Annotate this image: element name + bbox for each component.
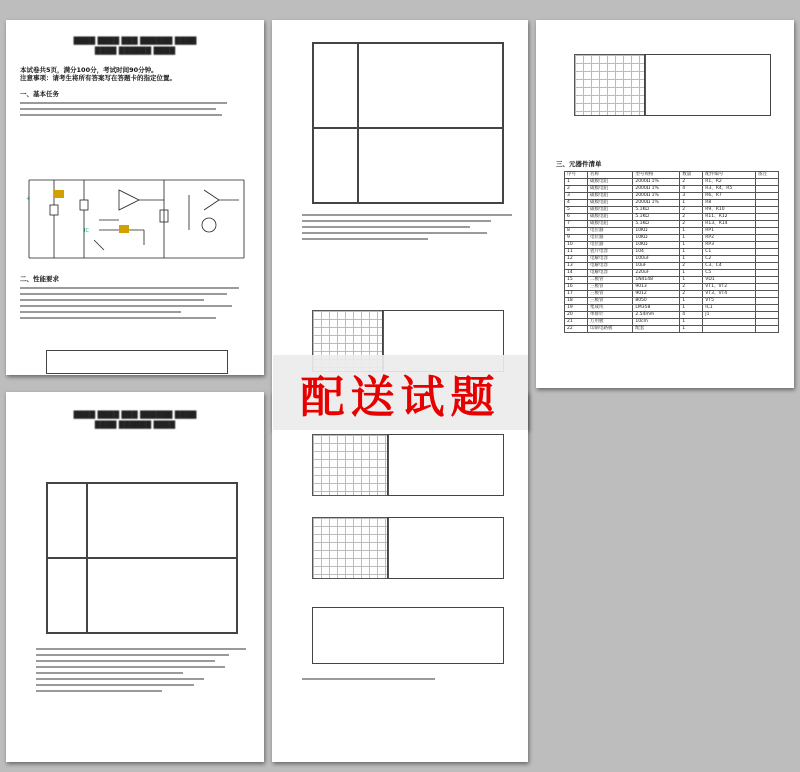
parts-cell: 碳膜电阻 [588,221,633,228]
parts-cell: 三极管 [588,298,633,305]
instructions-line-2: 注意事项：请考生将所有答案写在答题卡的指定位置。 [20,74,176,82]
parts-cell: 10KΩ [633,228,680,235]
parts-cell: 5.1KΩ [633,221,680,228]
parts-cell: 电位器 [588,228,633,235]
parts-cell: 2 [680,291,703,298]
parts-cell [755,214,778,221]
parts-cell: 1 [680,298,703,305]
parts-cell [755,200,778,207]
parts-cell [755,207,778,214]
parts-row [565,228,779,235]
parts-cell: 104 [633,249,680,256]
svg-text:IC: IC [84,228,89,234]
parts-cell: 三极管 [588,291,633,298]
parts-cell: J1 [703,312,756,319]
parts-cell: 碳膜电阻 [588,186,633,193]
parts-cell: R1、R2 [703,179,756,186]
parts-cell: 17 [565,291,588,298]
parts-cell [703,326,756,333]
parts-cell: R6、R7 [703,193,756,200]
parts-cell: 1 [680,256,703,263]
parts-cell: 8050 [633,298,680,305]
parts-cell: R11、R12 [703,214,756,221]
parts-cell: 2 [680,284,703,291]
parts-cell: 碳膜电阻 [588,179,633,186]
parts-cell: VT1、VT2 [703,284,756,291]
parts-cell [755,256,778,263]
parts-list-table [564,171,779,333]
parts-row [565,214,779,221]
parts-cell: 22 [565,326,588,333]
parts-cell: 3 [565,193,588,200]
parts-cell: 220uF [633,270,680,277]
parts-cell: 集成块 [588,305,633,312]
parts-cell: 2000Ω 1% [633,200,680,207]
parts-cell: 7 [565,221,588,228]
parts-row [565,249,779,256]
parts-cell: 2 [680,214,703,221]
section-heading-task: 一、基本任务 [20,90,59,98]
parts-cell: 1 [680,277,703,284]
parts-row [565,326,779,333]
oscilloscope-grid-3 [312,434,389,496]
parts-cell: C1 [703,249,756,256]
parts-row [565,207,779,214]
parts-cell: 1 [680,270,703,277]
parts-cell [755,221,778,228]
parts-cell: 5.1KΩ [633,214,680,221]
parts-cell: 2 [680,207,703,214]
parts-row [565,186,779,193]
parts-cell: 1 [565,179,588,186]
parts-cell: 5 [565,207,588,214]
parts-row [565,270,779,277]
parts-cell: C5 [703,270,756,277]
parts-row [565,242,779,249]
function-table [312,42,504,204]
parts-cell: 12 [565,256,588,263]
parts-row [565,305,779,312]
parts-cell: 16 [565,284,588,291]
parts-row [565,235,779,242]
parts-cell: LM358 [633,305,680,312]
parts-cell: 21 [565,319,588,326]
parts-cell [755,312,778,319]
parts-header-cell: 配件编号 [703,172,756,179]
parts-row [565,179,779,186]
parts-cell [755,242,778,249]
parts-cell [755,193,778,200]
parts-cell: 3 [680,193,703,200]
parts-cell: 2 [680,179,703,186]
parts-cell: VD1 [703,277,756,284]
parts-row [565,221,779,228]
svg-text:+: + [26,196,31,202]
document-page-3 [536,20,794,388]
parts-cell: 1 [680,200,703,207]
parts-cell: 10KΩ [633,242,680,249]
parts-cell: 15 [565,277,588,284]
parts-cell: RP3 [703,242,756,249]
function-table-2 [46,482,238,634]
parts-cell: 碳膜电阻 [588,214,633,221]
parts-cell: 2 [680,263,703,270]
parts-header-cell: 数量 [680,172,703,179]
parts-header-cell: 型号规格 [633,172,680,179]
parts-cell [755,277,778,284]
parts-cell [703,319,756,326]
parts-cell: 万用板 [588,319,633,326]
parts-cell [755,263,778,270]
parts-cell: 2.54mm [633,312,680,319]
parts-cell: C2 [703,256,756,263]
parts-cell: 1 [680,326,703,333]
document-page-5 [272,392,528,762]
parts-row [565,193,779,200]
parts-cell: 11 [565,249,588,256]
parts-cell: 2 [565,186,588,193]
parts-cell [755,284,778,291]
parts-row [565,291,779,298]
parts-cell: 6 [565,214,588,221]
parts-cell: 100uF [633,256,680,263]
parts-cell: 2000Ω 1% [633,193,680,200]
parts-cell: 5.1KΩ [633,207,680,214]
parts-cell [755,298,778,305]
document-page-4 [6,392,264,762]
parts-cell: 配套 [633,326,680,333]
parts-list-heading: 三、元器件清单 [556,160,602,168]
parts-cell: R9、R10 [703,207,756,214]
parts-cell: 单排针 [588,312,633,319]
parts-cell: 2000Ω 1% [633,179,680,186]
parts-cell [755,249,778,256]
parts-cell: 1 [680,228,703,235]
parts-cell: 电解电容 [588,263,633,270]
scoring-table [312,607,504,664]
parts-cell: 1 [680,242,703,249]
parts-row [565,298,779,305]
section-heading-performance: 二、性能要求 [20,275,59,283]
circuit-schematic [24,170,249,265]
instructions-line-1: 本试卷共5页，满分100分，考试时间90分钟。 [20,66,158,74]
parts-cell: IC1 [703,305,756,312]
parts-cell: 电解电容 [588,256,633,263]
promo-stamp [273,355,528,430]
parts-row [565,200,779,207]
parts-cell: 10cm [633,319,680,326]
parts-cell: VT5 [703,298,756,305]
parts-cell [755,291,778,298]
parts-cell: 10 [565,242,588,249]
parts-cell: 电位器 [588,235,633,242]
parts-cell [755,270,778,277]
parts-cell: 1 [680,249,703,256]
parts-header-cell: 序号 [565,172,588,179]
parts-cell [755,235,778,242]
parts-cell: 9 [565,235,588,242]
parts-cell: 18 [565,298,588,305]
parts-cell: 13 [565,263,588,270]
parts-cell: 20 [565,312,588,319]
page-title-blurred-2: ████ ████ ███ ██████ ████ ████ ██████ ████ [73,411,197,429]
parts-cell: 1N4148 [633,277,680,284]
oscilloscope-grid-2 [574,54,646,116]
parts-cell: 碳膜电阻 [588,200,633,207]
parts-cell: RP2 [703,235,756,242]
parts-cell: 1 [680,305,703,312]
parts-cell: 二极管 [588,277,633,284]
parts-cell: R3、R4、R5 [703,186,756,193]
answer-table [46,350,228,374]
document-page-1 [6,20,264,375]
parts-cell: 9012 [633,291,680,298]
parts-cell: 三极管 [588,284,633,291]
parts-cell: 10uF [633,263,680,270]
parts-cell: 1 [680,319,703,326]
parts-cell [755,186,778,193]
parts-row [565,263,779,270]
oscilloscope-grid-4 [312,517,389,579]
parts-cell [755,319,778,326]
parts-cell: 2000Ω 1% [633,186,680,193]
parts-cell: 4 [680,312,703,319]
parts-cell: 8 [565,228,588,235]
parts-cell: 碳膜电阻 [588,193,633,200]
stamp-text: 配送试题 [300,371,501,423]
parts-cell: 瓷片电容 [588,249,633,256]
parts-cell: 14 [565,270,588,277]
parts-cell [755,326,778,333]
parts-cell [755,305,778,312]
parts-cell: 电位器 [588,242,633,249]
parts-row [565,277,779,284]
parts-cell: RP1 [703,228,756,235]
parts-header-cell: 名称 [588,172,633,179]
parts-cell: 19 [565,305,588,312]
parts-row [565,284,779,291]
parts-cell: 9013 [633,284,680,291]
parts-cell: 4 [565,200,588,207]
parts-cell: 10KΩ [633,235,680,242]
parts-header-cell: 备注 [755,172,778,179]
parts-cell [755,228,778,235]
parts-cell: VT3、VT4 [703,291,756,298]
parts-cell: R13、R14 [703,221,756,228]
parts-cell: C3、C4 [703,263,756,270]
parts-row [565,312,779,319]
parts-cell: 2 [680,221,703,228]
parts-row [565,256,779,263]
parts-row [565,319,779,326]
parts-cell: 1 [680,235,703,242]
parts-cell [755,179,778,186]
page-title-blurred: ████ ████ ███ ██████ ████ ████ ██████ ████ [73,37,197,55]
parts-cell: 电解电容 [588,270,633,277]
parts-cell: R8 [703,200,756,207]
parts-cell: 碳膜电阻 [588,207,633,214]
parts-cell: 印制电路板 [588,326,633,333]
parts-cell: 4 [680,186,703,193]
